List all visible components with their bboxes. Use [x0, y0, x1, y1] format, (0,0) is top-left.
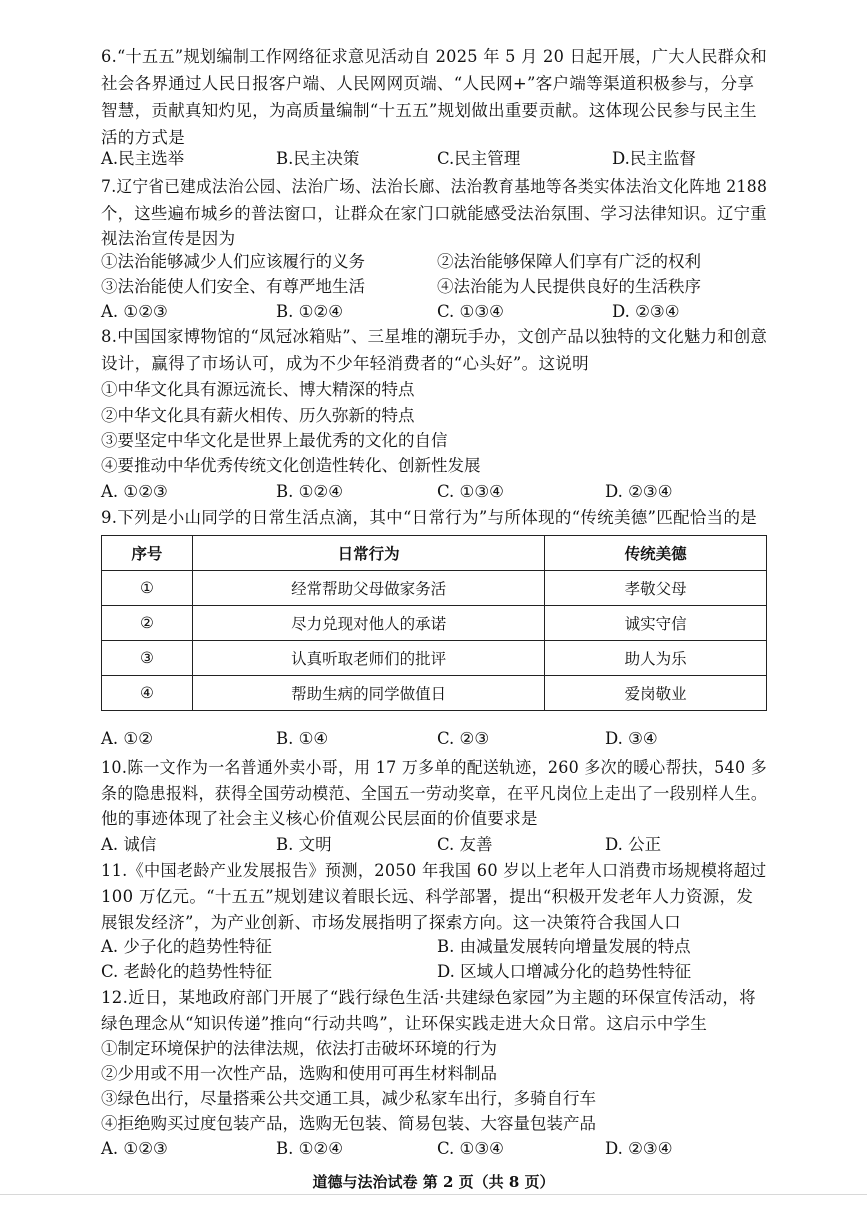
- table-cell-number: ④: [102, 676, 193, 711]
- question-12-stem-line: 绿色理念从“知识传递”推向“行动共鸣”，让环保实践走进大众日常。这启示中学生: [101, 1014, 708, 1033]
- question-8-statement-1: ①中华文化具有源远流长、博大精深的特点: [101, 380, 415, 399]
- table-cell-behavior: 尽力兑现对他人的承诺: [192, 606, 544, 641]
- question-11-option-d: D. 区域人口增减分化的趋势性特征: [437, 962, 692, 981]
- question-9-option-d: D. ③④: [605, 729, 658, 748]
- question-7-statement-1: ①法治能够减少人们应该履行的义务: [101, 252, 365, 271]
- question-10-stem-line: 他的事迹体现了社会主义核心价值观公民层面的价值要求是: [101, 809, 538, 828]
- question-6-option-d: D.民主监督: [612, 149, 696, 168]
- question-8-option-d: D. ②③④: [605, 482, 673, 501]
- question-11-option-a: A. 少子化的趋势性特征: [101, 937, 272, 956]
- question-9-option-c: C. ②③: [437, 729, 490, 748]
- question-6-option-a: A.民主选举: [101, 149, 185, 168]
- question-12-stem-line: 12.近日，某地政府部门开展了“践行绿色生活·共建绿色家园”为主题的环保宣传活动，将: [101, 988, 756, 1007]
- question-10-option-d: D. 公正: [605, 835, 662, 854]
- question-11-option-b: B. 由减量发展转向增量发展的特点: [437, 937, 691, 956]
- question-7-stem-line: 个，这些遍布城乡的普法窗口，让群众在家门口就能感受法治氛围、学习法律知识。辽宁重: [101, 204, 767, 223]
- question-8-statement-2: ②中华文化具有薪火相传、历久弥新的特点: [101, 406, 415, 425]
- table-header-row: [102, 536, 767, 571]
- question-7-option-b: B. ①②④: [276, 302, 343, 321]
- question-12-statement-4: ④拒绝购买过度包装产品，选购无包装、简易包装、大容量包装产品: [101, 1114, 596, 1133]
- question-9-option-a: A. ①②: [101, 729, 153, 748]
- question-9-table: [101, 535, 767, 711]
- question-11-option-c: C. 老龄化的趋势性特征: [101, 962, 273, 981]
- question-7-option-c: C. ①③④: [437, 302, 504, 321]
- question-10-stem-line: 10.陈一文作为一名普通外卖小哥，用 17 万多单的配送轨迹，260 多次的暖心帮扶，540 多: [101, 758, 767, 777]
- question-6-stem-line: 社会各界通过人民日报客户端、人民网网页端、“人民网+”客户端等渠道积极参与，分享: [101, 74, 755, 93]
- table-row: [102, 606, 767, 641]
- question-7-statement-4: ④法治能为人民提供良好的生活秩序: [437, 277, 701, 296]
- question-7-stem-line: 视法治宣传是因为: [101, 229, 236, 248]
- question-11-stem-line: 展银发经济”，为产业创新、市场发展指明了探索方向。这一决策符合我国人口: [101, 913, 681, 932]
- table-row: [102, 676, 767, 711]
- question-8-option-b: B. ①②④: [276, 482, 343, 501]
- question-11-stem-line: 11.《中国老龄产业发展报告》预测，2050 年我国 60 岁以上老年人口消费市场规模将超过: [101, 861, 767, 880]
- table-cell-number: ①: [102, 571, 193, 606]
- question-10-stem-line: 条的隐患报料，获得全国劳动模范、全国五一劳动奖章，在平凡岗位上走出了一段别样人生。: [101, 784, 768, 803]
- question-10-option-c: C. 友善: [437, 835, 493, 854]
- question-6-stem-line: 活的方式是: [101, 128, 185, 147]
- question-12-option-b: B. ①②④: [276, 1139, 343, 1158]
- question-7-statement-2: ②法治能够保障人们享有广泛的权利: [437, 252, 701, 271]
- question-10-option-a: A. 诚信: [101, 835, 157, 854]
- question-7-statement-3: ③法治能使人们安全、有尊严地生活: [101, 277, 365, 296]
- question-9-option-b: B. ①④: [276, 729, 329, 748]
- table-cell-behavior: 帮助生病的同学做值日: [192, 676, 544, 711]
- question-8-statement-4: ④要推动中华优秀传统文化创造性转化、创新性发展: [101, 456, 481, 475]
- question-11-stem-line: 100 万亿元。“十五五”规划建议着眼长远、科学部署，提出“积极开发老年人力资源，发: [101, 887, 754, 906]
- question-6-option-c: C.民主管理: [437, 149, 521, 168]
- question-9-stem: 9.下列是小山同学的日常生活点滴，其中“日常行为”与所体现的“传统美德”匹配恰当的是: [101, 508, 758, 527]
- question-8-statement-3: ③要坚定中华文化是世界上最优秀的文化的自信: [101, 431, 448, 450]
- question-12-statement-3: ③绿色出行，尽量搭乘公共交通工具，减少私家车出行，多骑自行车: [101, 1089, 596, 1108]
- question-7-option-d: D. ②③④: [612, 302, 680, 321]
- question-6-option-b: B.民主决策: [276, 149, 360, 168]
- table-cell-virtue: 爱岗敬业: [545, 676, 767, 711]
- question-10-option-b: B. 文明: [276, 835, 332, 854]
- table-row: [102, 641, 767, 676]
- question-6-stem-line: 智慧，贡献真知灼见，为高质量编制“十五五”规划做出重要贡献。这体现公民参与民主生: [101, 101, 757, 120]
- table-cell-behavior: 经常帮助父母做家务活: [192, 571, 544, 606]
- table-cell-virtue: 诚实守信: [545, 606, 767, 641]
- table-cell-virtue: 孝敬父母: [545, 571, 767, 606]
- question-6-stem-line: 6.“十五五”规划编制工作网络征求意见活动自 2025 年 5 月 20 日起开展，广大人民群众和: [101, 47, 767, 66]
- table-row: [102, 571, 767, 606]
- table-cell-virtue: 助人为乐: [545, 641, 767, 676]
- question-7-stem-line: 7.辽宁省已建成法治公园、法治广场、法治长廊、法治教育基地等各类实体法治文化阵地 2188: [101, 177, 768, 196]
- table-cell-behavior: 认真听取老师们的批评: [192, 641, 544, 676]
- question-8-stem-line: 设计，赢得了市场认可，成为不少年轻消费者的“心头好”。这说明: [101, 354, 589, 373]
- footer-divider: [0, 1194, 867, 1195]
- question-7-option-a: A. ①②③: [101, 302, 168, 321]
- question-12-statement-2: ②少用或不用一次性产品，选购和使用可再生材料制品: [101, 1064, 497, 1083]
- question-12-statement-1: ①制定环境保护的法律法规，依法打击破坏环境的行为: [101, 1039, 497, 1058]
- question-12-option-d: D. ②③④: [605, 1139, 673, 1158]
- table-header-cell: 传统美德: [545, 536, 767, 571]
- question-12-option-a: A. ①②③: [101, 1139, 168, 1158]
- table-header-cell: 日常行为: [192, 536, 544, 571]
- table-header-cell: 序号: [102, 536, 193, 571]
- page-footer: 道德与法治试卷 第 2 页（共 8 页）: [312, 1173, 555, 1191]
- table-cell-number: ③: [102, 641, 193, 676]
- question-8-stem-line: 8.中国国家博物馆的“凤冠冰箱贴”、三星堆的潮玩手办，文创产品以独特的文化魅力和创意: [101, 327, 768, 346]
- table-cell-number: ②: [102, 606, 193, 641]
- question-8-option-a: A. ①②③: [101, 482, 168, 501]
- question-12-option-c: C. ①③④: [437, 1139, 504, 1158]
- question-8-option-c: C. ①③④: [437, 482, 504, 501]
